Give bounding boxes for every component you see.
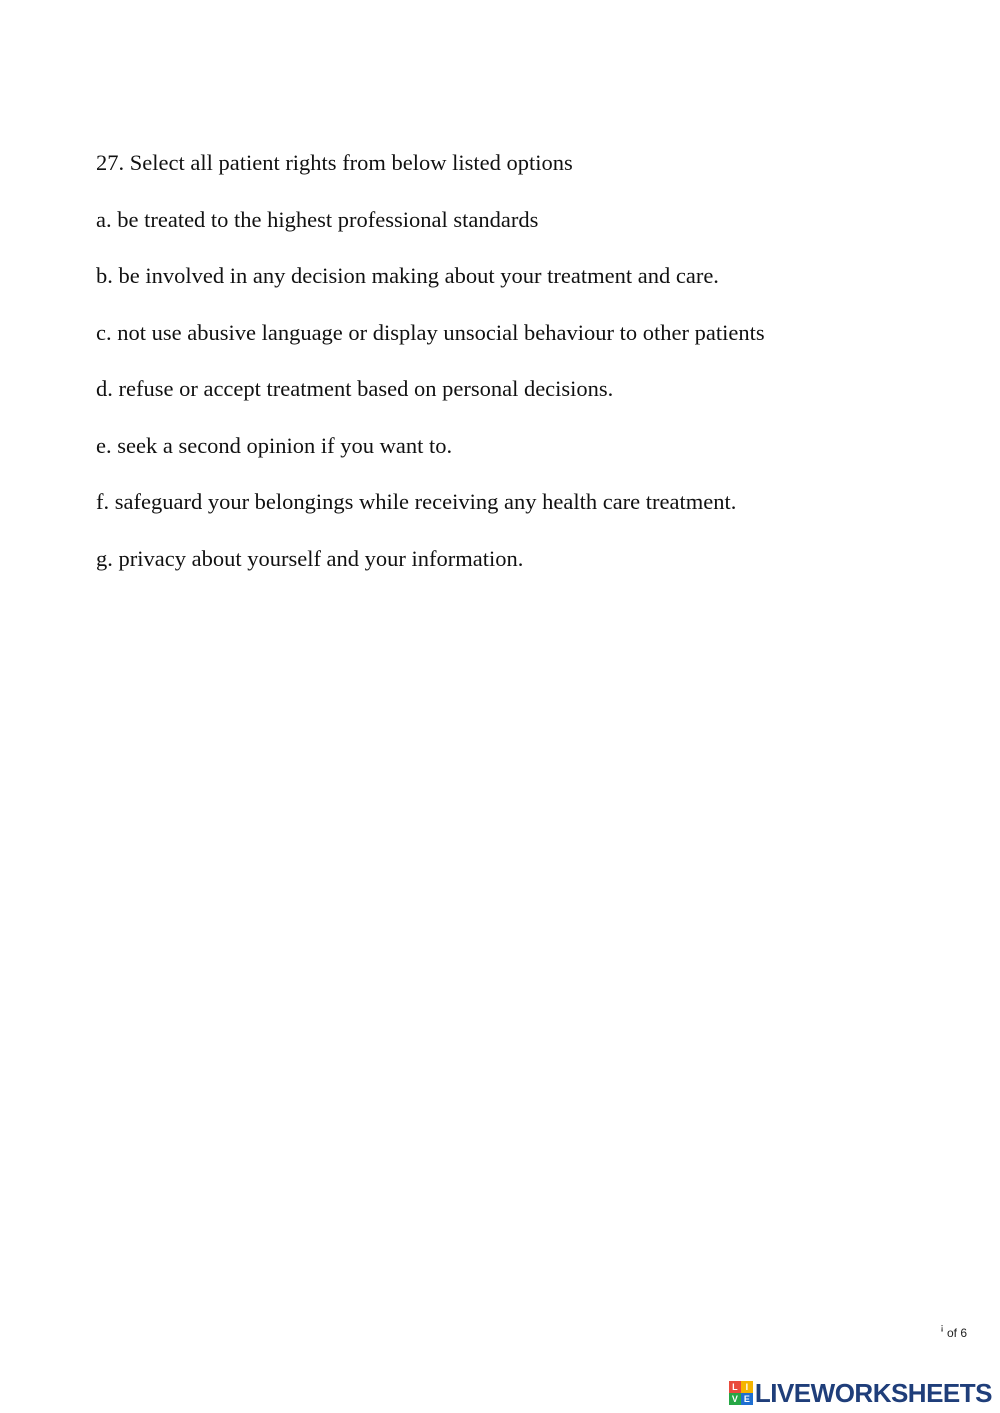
option-a[interactable]: a. be treated to the highest professional standards xyxy=(96,206,539,232)
question-block xyxy=(96,148,956,600)
brand-name: LIVEWORKSHEETS xyxy=(754,1378,992,1408)
question-prompt: 27. Select all patient rights from below listed options xyxy=(96,150,573,175)
logo-letter: L xyxy=(729,1381,741,1393)
logo-letter: I xyxy=(741,1381,753,1393)
page-number: ꜞ of 6 xyxy=(940,1326,967,1340)
logo-letter: V xyxy=(729,1393,741,1405)
option-d[interactable]: d. refuse or accept treatment based on personal decisions. xyxy=(96,376,614,401)
option-f[interactable]: f. safeguard your belongings while receiving any health care treatment. xyxy=(96,489,737,514)
option-b[interactable]: b. be involved in any decision making about your treatment and care. xyxy=(96,263,719,288)
logo-letter: E xyxy=(741,1393,753,1405)
option-g[interactable]: g. privacy about yourself and your information. xyxy=(96,545,524,571)
liveworksheets-logo-icon xyxy=(729,1381,753,1405)
option-c[interactable]: c. not use abusive language or display unsocial behaviour to other patients xyxy=(96,319,765,345)
liveworksheets-brand xyxy=(729,1377,992,1409)
option-e[interactable]: e. seek a second opinion if you want to. xyxy=(96,432,453,458)
